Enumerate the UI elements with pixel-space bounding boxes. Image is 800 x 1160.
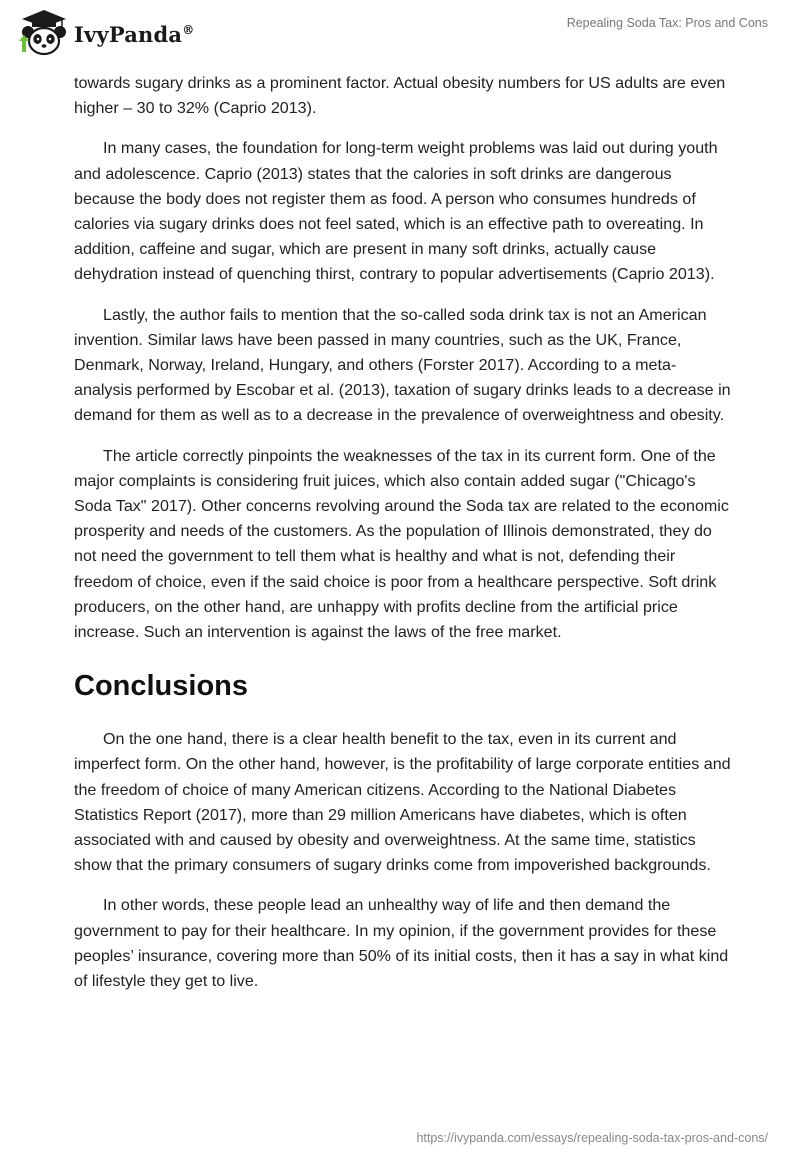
paragraph: Lastly, the author fails to mention that the so-called soda drink tax is not an American invention. Similar laws have been passed in many countries, such as the UK, France, Denmark, Norway, Ireland, Hungary, and others (Forster 2017). According to a meta-analysis performed by Escobar et al. (2013), taxation of sugary drinks leads to a decrease in demand for them as well as to a decrease in the prevalence of overweightness and obesity. [74, 305, 731, 425]
panda-graduate-icon [14, 8, 70, 58]
paragraph: In other words, these people lead an unhealthy way of life and then demand the government to pay for their healthcare. In my opinion, if the government provides for these peoples’ insurance, covering more than 50% of its initial costs, then it has a say in what kind of lifestyle they get to live. [74, 896, 729, 991]
ivypanda-logo[interactable] [14, 8, 194, 58]
brand-name: IvyPanda® [74, 21, 195, 47]
section-heading: Conclusions [74, 670, 249, 703]
trademark-symbol: ® [182, 22, 195, 37]
essay-body [74, 71, 734, 1009]
paragraph: In many cases, the foundation for long-term weight problems was laid out during youth and adolescence. Caprio (2013) states that the calories in soft drinks are dangerous because the body does not register them as food. A person who consumes hundreds of calories via sugary drinks does not feel sated, which is an effective path to overeating. In addition, caffeine and sugar, which are present in many soft drinks, actually cause dehydration instead of quenching thirst, contrary to popular advertisements (Caprio 2013). [74, 139, 718, 284]
paragraph: towards sugary drinks as a prominent factor. Actual obesity numbers for US adults are even higher – 30 to 32% (Caprio 2013). [74, 74, 726, 118]
paragraph: On the one hand, there is a clear health benefit to the tax, even in its current and imperfect form. On the other hand, however, is the profitability of large corporate entities and the freedom of choice of many American citizens. According to the National Diabetes Statistics Report (2017), more than 29 million Americans have diabetes, which is often associated with and caused by obesity and overweightness. At the same time, statistics show that the primary consumers of sugary drinks come from impoverished backgrounds. [74, 730, 731, 875]
page-header [0, 0, 800, 70]
paragraph: The article correctly pinpoints the weaknesses of the tax in its current form. One of the major complaints is considering fruit juices, which also contain added sugar ("Chicago's Soda Tax" 2017). Other concerns revolving around the Soda tax are related to the economic prosperity and needs of the customers. As the population of Illinois demonstrated, they do not need the government to tell them what is healthy and what is not, defending their freedom of choice, even if the said choice is poor from a healthcare perspective. Soft drink producers, on the other hand, are unhappy with profits decline from the artificial price increase. Such an intervention is against the laws of the free market. [74, 446, 729, 642]
source-url[interactable]: https://ivypanda.com/essays/repealing-soda-tax-pros-and-cons/ [416, 1131, 768, 1145]
document-title: Repealing Soda Tax: Pros and Cons [566, 16, 768, 30]
